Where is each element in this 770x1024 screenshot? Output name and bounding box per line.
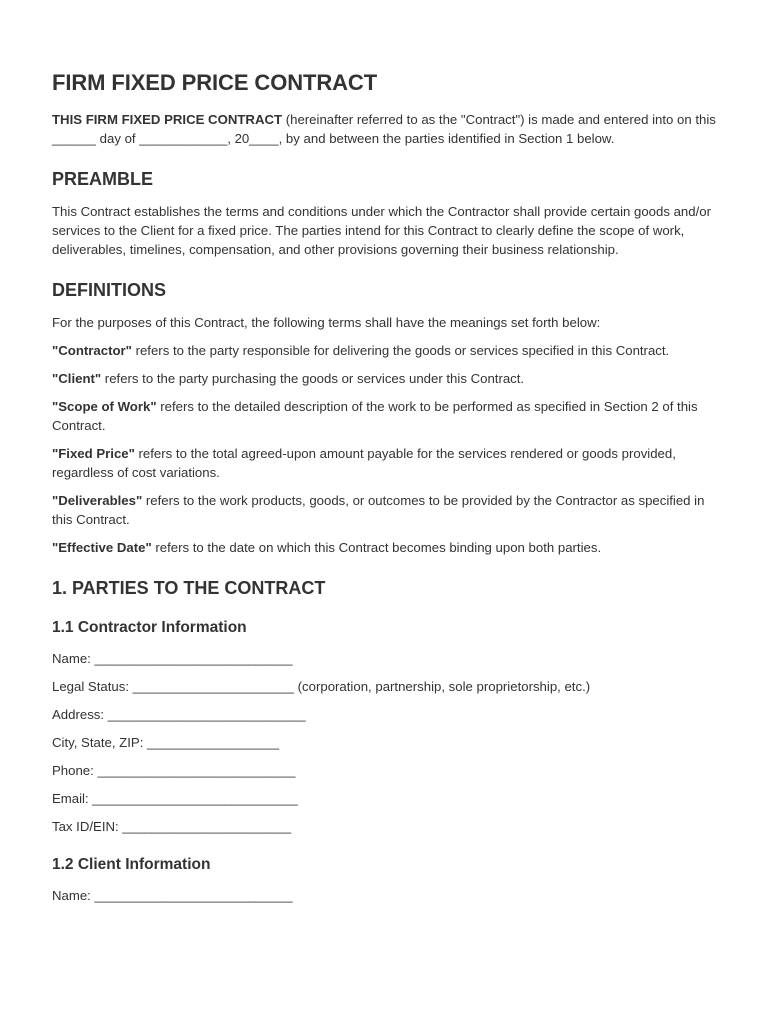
contractor-phone-field[interactable]: Phone: ___________________________: [52, 763, 296, 778]
contractor-legal-status-field[interactable]: Legal Status: ______________________ (corporation, partnership, sole proprietorship, etc.): [52, 679, 591, 694]
definition-term: "Fixed Price": [52, 446, 135, 461]
intro-text: (hereinafter referred to as the "Contract") is made and entered into on this ______ day of ____________, 20____, by and between the parties identified in Section 1 below.: [52, 112, 716, 146]
document-page: [52, 70, 722, 914]
definition-item: [52, 444, 722, 482]
contractor-address-field[interactable]: Address: ___________________________: [52, 707, 306, 722]
definition-text: refers to the total agreed-upon amount payable for the services rendered or goods provided, regardless of cost variations.: [52, 446, 676, 480]
preamble-text: This Contract establishes the terms and conditions under which the Contractor shall provide certain goods and/or services to the Client for a fixed price. The parties intend for this Contract to clearly define the scope of work, deliverables, timelines, compensation, and other provisions governing their business relationship.: [52, 204, 711, 257]
contractor-email-field[interactable]: Email: ____________________________: [52, 791, 298, 806]
intro-lead: THIS FIRM FIXED PRICE CONTRACT: [52, 112, 283, 127]
definition-item: [52, 397, 722, 435]
document-title: FIRM FIXED PRICE CONTRACT: [52, 70, 378, 95]
definition-text: refers to the date on which this Contract becomes binding upon both parties.: [151, 540, 602, 555]
definitions-heading: DEFINITIONS: [52, 280, 167, 300]
parties-heading: 1. PARTIES TO THE CONTRACT: [52, 578, 326, 598]
definition-term: "Scope of Work": [52, 399, 157, 414]
definition-text: refers to the work products, goods, or outcomes to be provided by the Contractor as specified in this Contract.: [52, 493, 705, 527]
client-info-heading: 1.2 Client Information: [52, 856, 211, 873]
intro-paragraph: [52, 110, 722, 148]
definition-term: "Deliverables": [52, 493, 143, 508]
preamble-heading: PREAMBLE: [52, 169, 154, 189]
definition-item: [52, 341, 722, 360]
definition-item: [52, 538, 722, 557]
definition-item: [52, 369, 722, 388]
contractor-info-heading: 1.1 Contractor Information: [52, 619, 247, 636]
contractor-city-state-zip-field[interactable]: City, State, ZIP: __________________: [52, 735, 280, 750]
contractor-tax-id-field[interactable]: Tax ID/EIN: _______________________: [52, 819, 292, 834]
definition-term: "Client": [52, 371, 102, 386]
contractor-name-field[interactable]: Name: ___________________________: [52, 651, 293, 666]
definition-item: [52, 491, 722, 529]
definition-text: refers to the detailed description of the work to be performed as specified in Section 2 of this Contract.: [52, 399, 698, 433]
definition-term: "Effective Date": [52, 540, 152, 555]
definition-term: "Contractor": [52, 343, 132, 358]
definition-text: refers to the party responsible for delivering the goods or services specified in this Contract.: [131, 343, 670, 358]
definitions-intro: For the purposes of this Contract, the following terms shall have the meanings set forth below:: [52, 315, 601, 330]
client-name-field[interactable]: Name: ___________________________: [52, 888, 293, 903]
definition-text: refers to the party purchasing the goods or services under this Contract.: [101, 371, 525, 386]
